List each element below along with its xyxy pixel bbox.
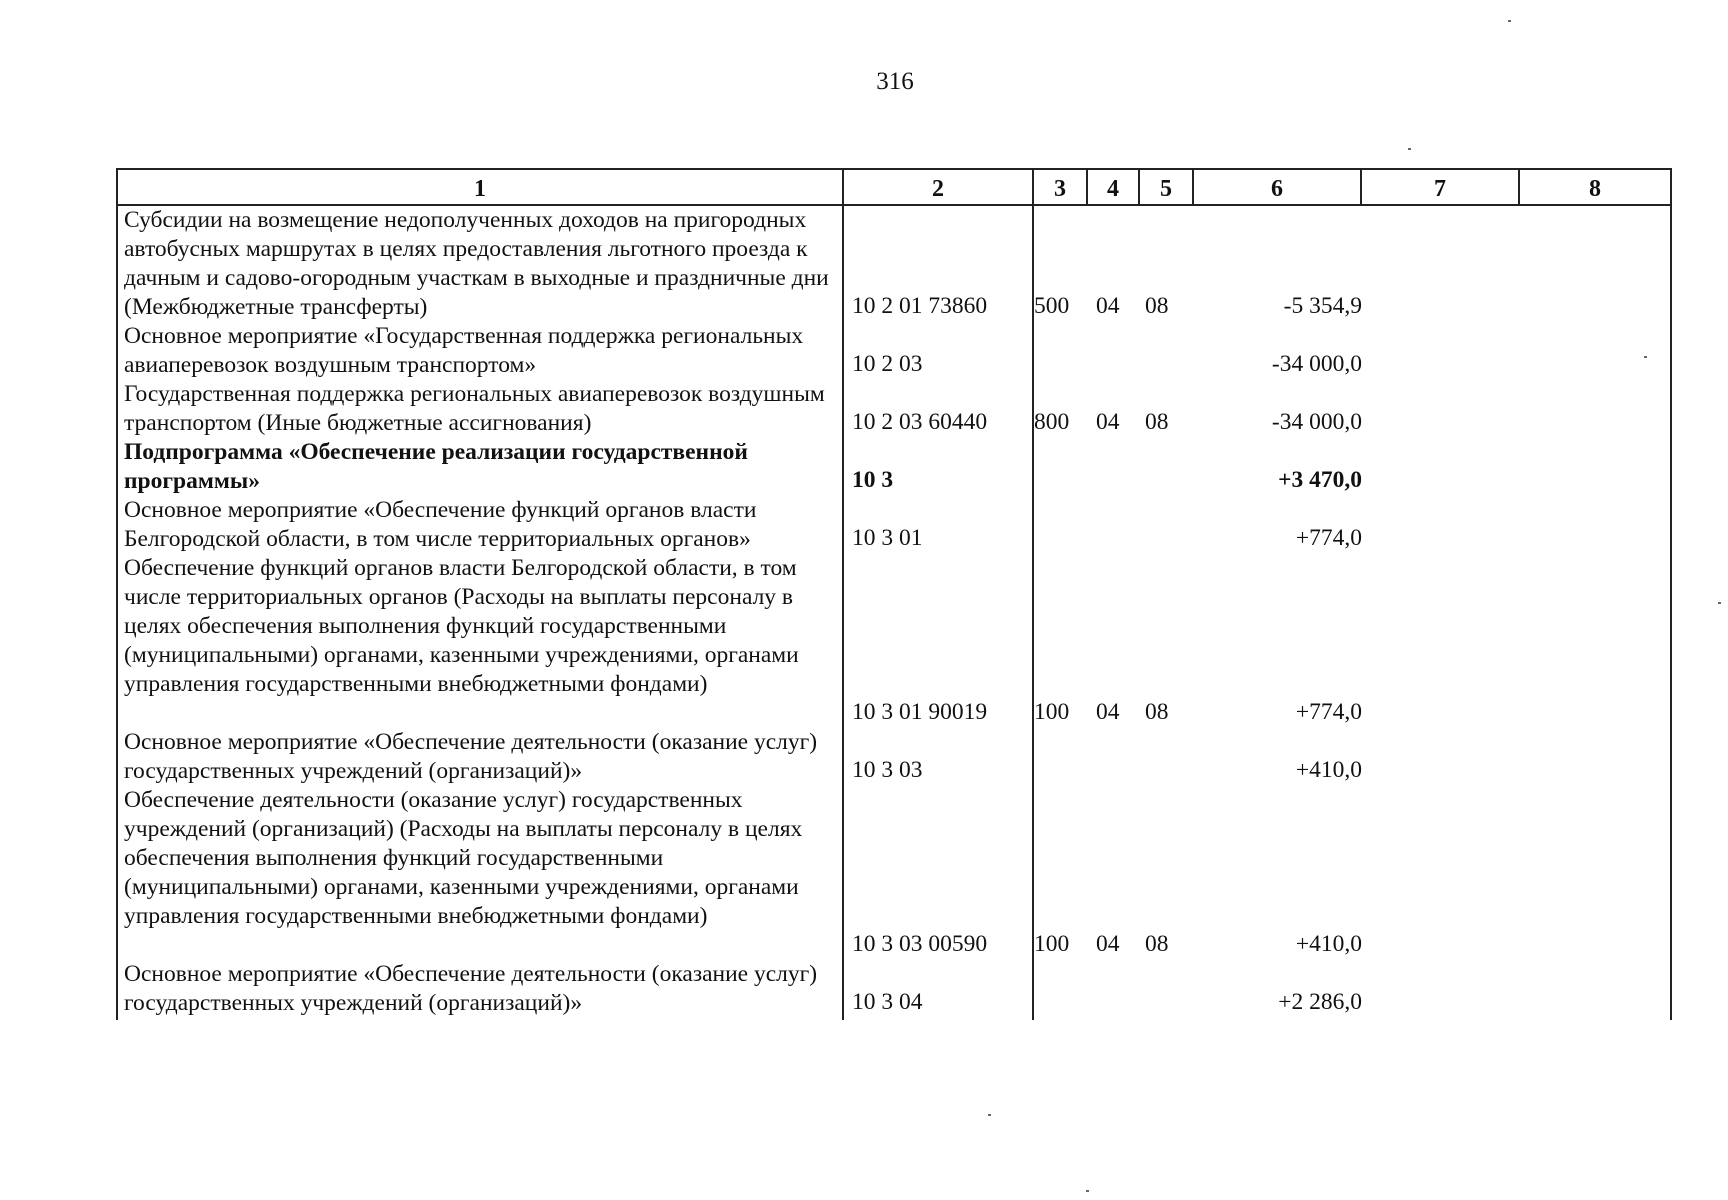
scan-speck bbox=[1408, 148, 1411, 150]
table-row bbox=[116, 960, 1672, 1018]
row-name: Основное мероприятие «Обеспечение функций органов власти Белгородской области, в том числе территориальных органов» bbox=[124, 497, 757, 552]
scan-speck bbox=[1644, 356, 1647, 358]
row-name: Основное мероприятие «Государственная поддержка региональных авиаперевозок воздушным транспортом» bbox=[124, 323, 804, 378]
row-code: 10 3 03 bbox=[852, 757, 923, 783]
table-row-subprogram bbox=[116, 438, 1672, 496]
row-value: +3 470,0 bbox=[1278, 467, 1362, 493]
table-border-left bbox=[116, 168, 118, 1020]
header-col-3: 3 bbox=[1032, 170, 1086, 204]
header-col-6: 6 bbox=[1192, 170, 1360, 204]
row-name: Субсидии на возмещение недополученных доходов на пригородных автобусных маршрутах в целях предоставления льготного проезда к дачным и садово-огородным участкам в выходные и праздничные дни (Межбюджетные трансферты) bbox=[124, 207, 829, 320]
row-value: +2 286,0 bbox=[1278, 989, 1362, 1015]
header-col-1: 1 bbox=[116, 170, 842, 204]
row-value: +774,0 bbox=[1295, 525, 1362, 551]
row-value: -5 354,9 bbox=[1283, 293, 1362, 319]
row-col-4: 04 bbox=[1096, 699, 1120, 725]
row-col-5: 08 bbox=[1145, 699, 1169, 725]
page-number: 316 bbox=[876, 68, 914, 95]
row-value: -34 000,0 bbox=[1271, 351, 1362, 377]
row-value: +410,0 bbox=[1295, 757, 1362, 783]
table-row bbox=[116, 728, 1672, 786]
table-row bbox=[116, 786, 1672, 960]
row-name: Основное мероприятие «Обеспечение деятельности (оказание услуг) государственных учреждений (организаций)» bbox=[124, 729, 818, 784]
row-value: +774,0 bbox=[1295, 699, 1362, 725]
row-col-3: 100 bbox=[1034, 931, 1070, 957]
row-name: Государственная поддержка региональных авиаперевозок воздушным транспортом (Иные бюджетные ассигнования) bbox=[124, 381, 825, 436]
scan-speck bbox=[988, 1114, 991, 1116]
row-col-5: 08 bbox=[1145, 409, 1169, 435]
row-code: 10 3 bbox=[852, 467, 894, 493]
row-value: -34 000,0 bbox=[1271, 409, 1362, 435]
row-value: +410,0 bbox=[1295, 931, 1362, 957]
row-col-3: 500 bbox=[1034, 293, 1070, 319]
table-divider-col-2 bbox=[842, 168, 844, 1020]
row-name: Обеспечение деятельности (оказание услуг) государственных учреждений (организаций) (Расходы на выплаты персоналу в целях обеспечения выполнения функций государственными (муниципальными) органами, казенными учреждениями, органами управления государственными внебюджетными фондами) bbox=[124, 787, 803, 929]
budget-table bbox=[116, 168, 1672, 1018]
header-col-4: 4 bbox=[1086, 170, 1138, 204]
row-code: 10 2 03 60440 bbox=[852, 409, 988, 435]
row-name: Основное мероприятие «Обеспечение деятельности (оказание услуг) государственных учреждений (организаций)» bbox=[124, 961, 818, 1016]
row-name: Обеспечение функций органов власти Белгородской области, в том числе территориальных органов (Расходы на выплаты персоналу в целях обеспечения выполнения функций государственными (муниципальными) органами, казенными учреждениями, органами управления государственными внебюджетными фондами) bbox=[124, 555, 799, 697]
table-row bbox=[116, 380, 1672, 438]
table-body bbox=[116, 206, 1672, 1018]
header-col-5: 5 bbox=[1138, 170, 1192, 204]
header-col-2: 2 bbox=[842, 170, 1032, 204]
table-row bbox=[116, 554, 1672, 728]
row-col-4: 04 bbox=[1096, 409, 1120, 435]
row-col-4: 04 bbox=[1096, 931, 1120, 957]
table-row bbox=[116, 496, 1672, 554]
table-divider-col-3 bbox=[1032, 168, 1034, 1020]
row-col-3: 800 bbox=[1034, 409, 1070, 435]
row-col-4: 04 bbox=[1096, 293, 1120, 319]
row-code: 10 3 04 bbox=[852, 989, 923, 1015]
table-border-right bbox=[1670, 168, 1672, 1020]
row-code: 10 3 03 00590 bbox=[852, 931, 988, 957]
header-col-7: 7 bbox=[1360, 170, 1518, 204]
scan-speck bbox=[1718, 602, 1721, 604]
row-code: 10 2 03 bbox=[852, 351, 923, 377]
row-code: 10 3 01 90019 bbox=[852, 699, 988, 725]
table-header-row bbox=[116, 168, 1672, 206]
header-col-8: 8 bbox=[1518, 170, 1672, 204]
row-code: 10 3 01 bbox=[852, 525, 923, 551]
table-row bbox=[116, 322, 1672, 380]
row-col-5: 08 bbox=[1145, 931, 1169, 957]
row-name: Подпрограмма «Обеспечение реализации государственной программы» bbox=[124, 439, 748, 494]
scan-speck bbox=[1086, 1190, 1089, 1192]
scan-speck bbox=[1508, 20, 1511, 22]
row-code: 10 2 01 73860 bbox=[852, 293, 988, 319]
table-row bbox=[116, 206, 1672, 322]
row-col-3: 100 bbox=[1034, 699, 1070, 725]
row-col-5: 08 bbox=[1145, 293, 1169, 319]
